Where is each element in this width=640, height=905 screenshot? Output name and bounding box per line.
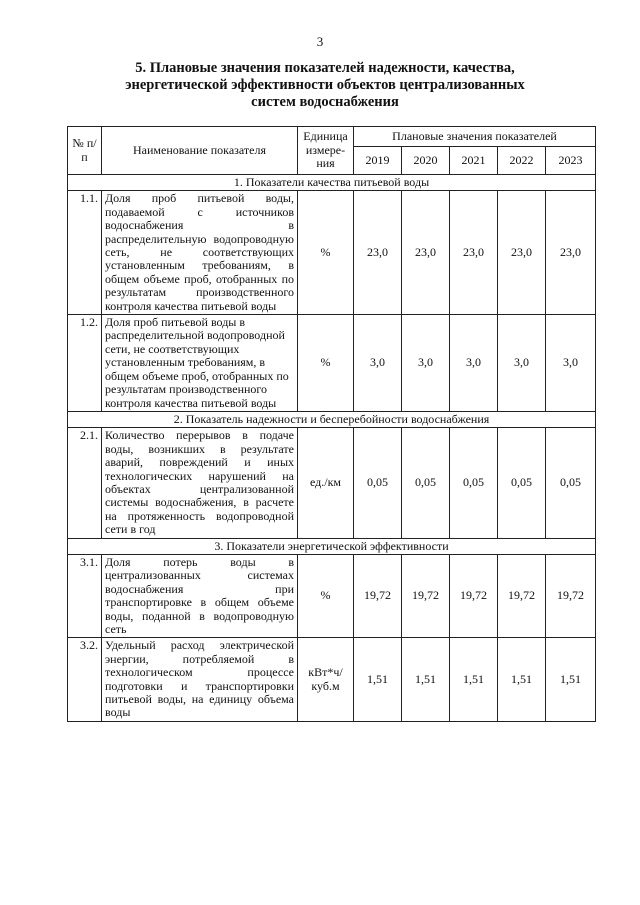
section-row [68, 175, 596, 191]
row-value: 3,0 [402, 315, 450, 412]
section-title: 1. Показатели качества питьевой воды [68, 175, 596, 191]
section-row [68, 538, 596, 554]
row-value: 3,0 [450, 315, 498, 412]
header-year: 2023 [546, 147, 596, 175]
row-value: 3,0 [354, 315, 402, 412]
table-row [68, 315, 596, 412]
row-name: Доля потерь воды в централизованных системах водоснабжения при транспортировке в общем объеме воды, поданной в водопроводную сеть [102, 554, 298, 637]
row-value: 23,0 [402, 191, 450, 315]
row-value: 3,0 [498, 315, 546, 412]
row-unit: кВт*ч/ куб.м [298, 638, 354, 721]
row-num: 1.2. [68, 315, 102, 412]
row-value: 23,0 [546, 191, 596, 315]
row-value: 23,0 [498, 191, 546, 315]
indicators-table [67, 126, 596, 722]
header-year: 2020 [402, 147, 450, 175]
row-value: 1,51 [546, 638, 596, 721]
row-unit: % [298, 315, 354, 412]
row-value: 19,72 [402, 554, 450, 637]
header-name: Наименование показателя [102, 127, 298, 175]
row-name: Доля проб питьевой воды в распределительной водопроводной сети, не соответствующих установленным требованиям, в общем объеме проб, отобранных по результатам производственного контроля качества питьевой воды [102, 315, 298, 412]
row-value: 19,72 [450, 554, 498, 637]
row-num: 3.2. [68, 638, 102, 721]
table-row [68, 554, 596, 637]
row-name: Доля проб питьевой воды, подаваемой с источников водоснабжения в распределительную водопроводную сеть, не соответствующих установленным требованиям, в общем объеме проб, отобранных по результатам производственного контроля качества питьевой воды [102, 191, 298, 315]
row-value: 0,05 [354, 428, 402, 538]
row-value: 1,51 [450, 638, 498, 721]
table-row [68, 638, 596, 721]
header-unit: Единица измере-ния [298, 127, 354, 175]
row-unit: % [298, 191, 354, 315]
header-year: 2019 [354, 147, 402, 175]
row-value: 0,05 [498, 428, 546, 538]
header-year: 2022 [498, 147, 546, 175]
row-unit: % [298, 554, 354, 637]
row-value: 19,72 [546, 554, 596, 637]
header-year: 2021 [450, 147, 498, 175]
table-row [68, 428, 596, 538]
row-num: 1.1. [68, 191, 102, 315]
row-value: 19,72 [498, 554, 546, 637]
row-value: 1,51 [354, 638, 402, 721]
row-unit: ед./км [298, 428, 354, 538]
header-num: № п/п [68, 127, 102, 175]
row-value: 3,0 [546, 315, 596, 412]
header-plan: Плановые значения показателей [354, 127, 596, 147]
section-title: 2. Показатель надежности и бесперебойности водоснабжения [68, 411, 596, 427]
row-name: Количество перерывов в подаче воды, возникших в результате аварий, повреждений и иных технологических нарушений на объектах централизованной системы водоснабжения, в расчете на протяженность водопроводной сети в год [102, 428, 298, 538]
row-value: 23,0 [450, 191, 498, 315]
row-value: 19,72 [354, 554, 402, 637]
row-value: 0,05 [546, 428, 596, 538]
row-num: 3.1. [68, 554, 102, 637]
page-number: 3 [316, 34, 324, 49]
section-heading: 5. Плановые значения показателей надежности, качества, энергетической эффективности объектов централизованных систем водоснабжения [125, 60, 525, 110]
table-row [68, 191, 596, 315]
row-value: 23,0 [354, 191, 402, 315]
row-value: 1,51 [498, 638, 546, 721]
row-num: 2.1. [68, 428, 102, 538]
row-value: 0,05 [402, 428, 450, 538]
section-title: 3. Показатели энергетической эффективности [68, 538, 596, 554]
row-value: 1,51 [402, 638, 450, 721]
row-value: 0,05 [450, 428, 498, 538]
section-row [68, 411, 596, 427]
row-name: Удельный расход электрической энергии, потребляемой в технологическом процессе подготовки и транспортировки питьевой воды, на единицу объема воды [102, 638, 298, 721]
